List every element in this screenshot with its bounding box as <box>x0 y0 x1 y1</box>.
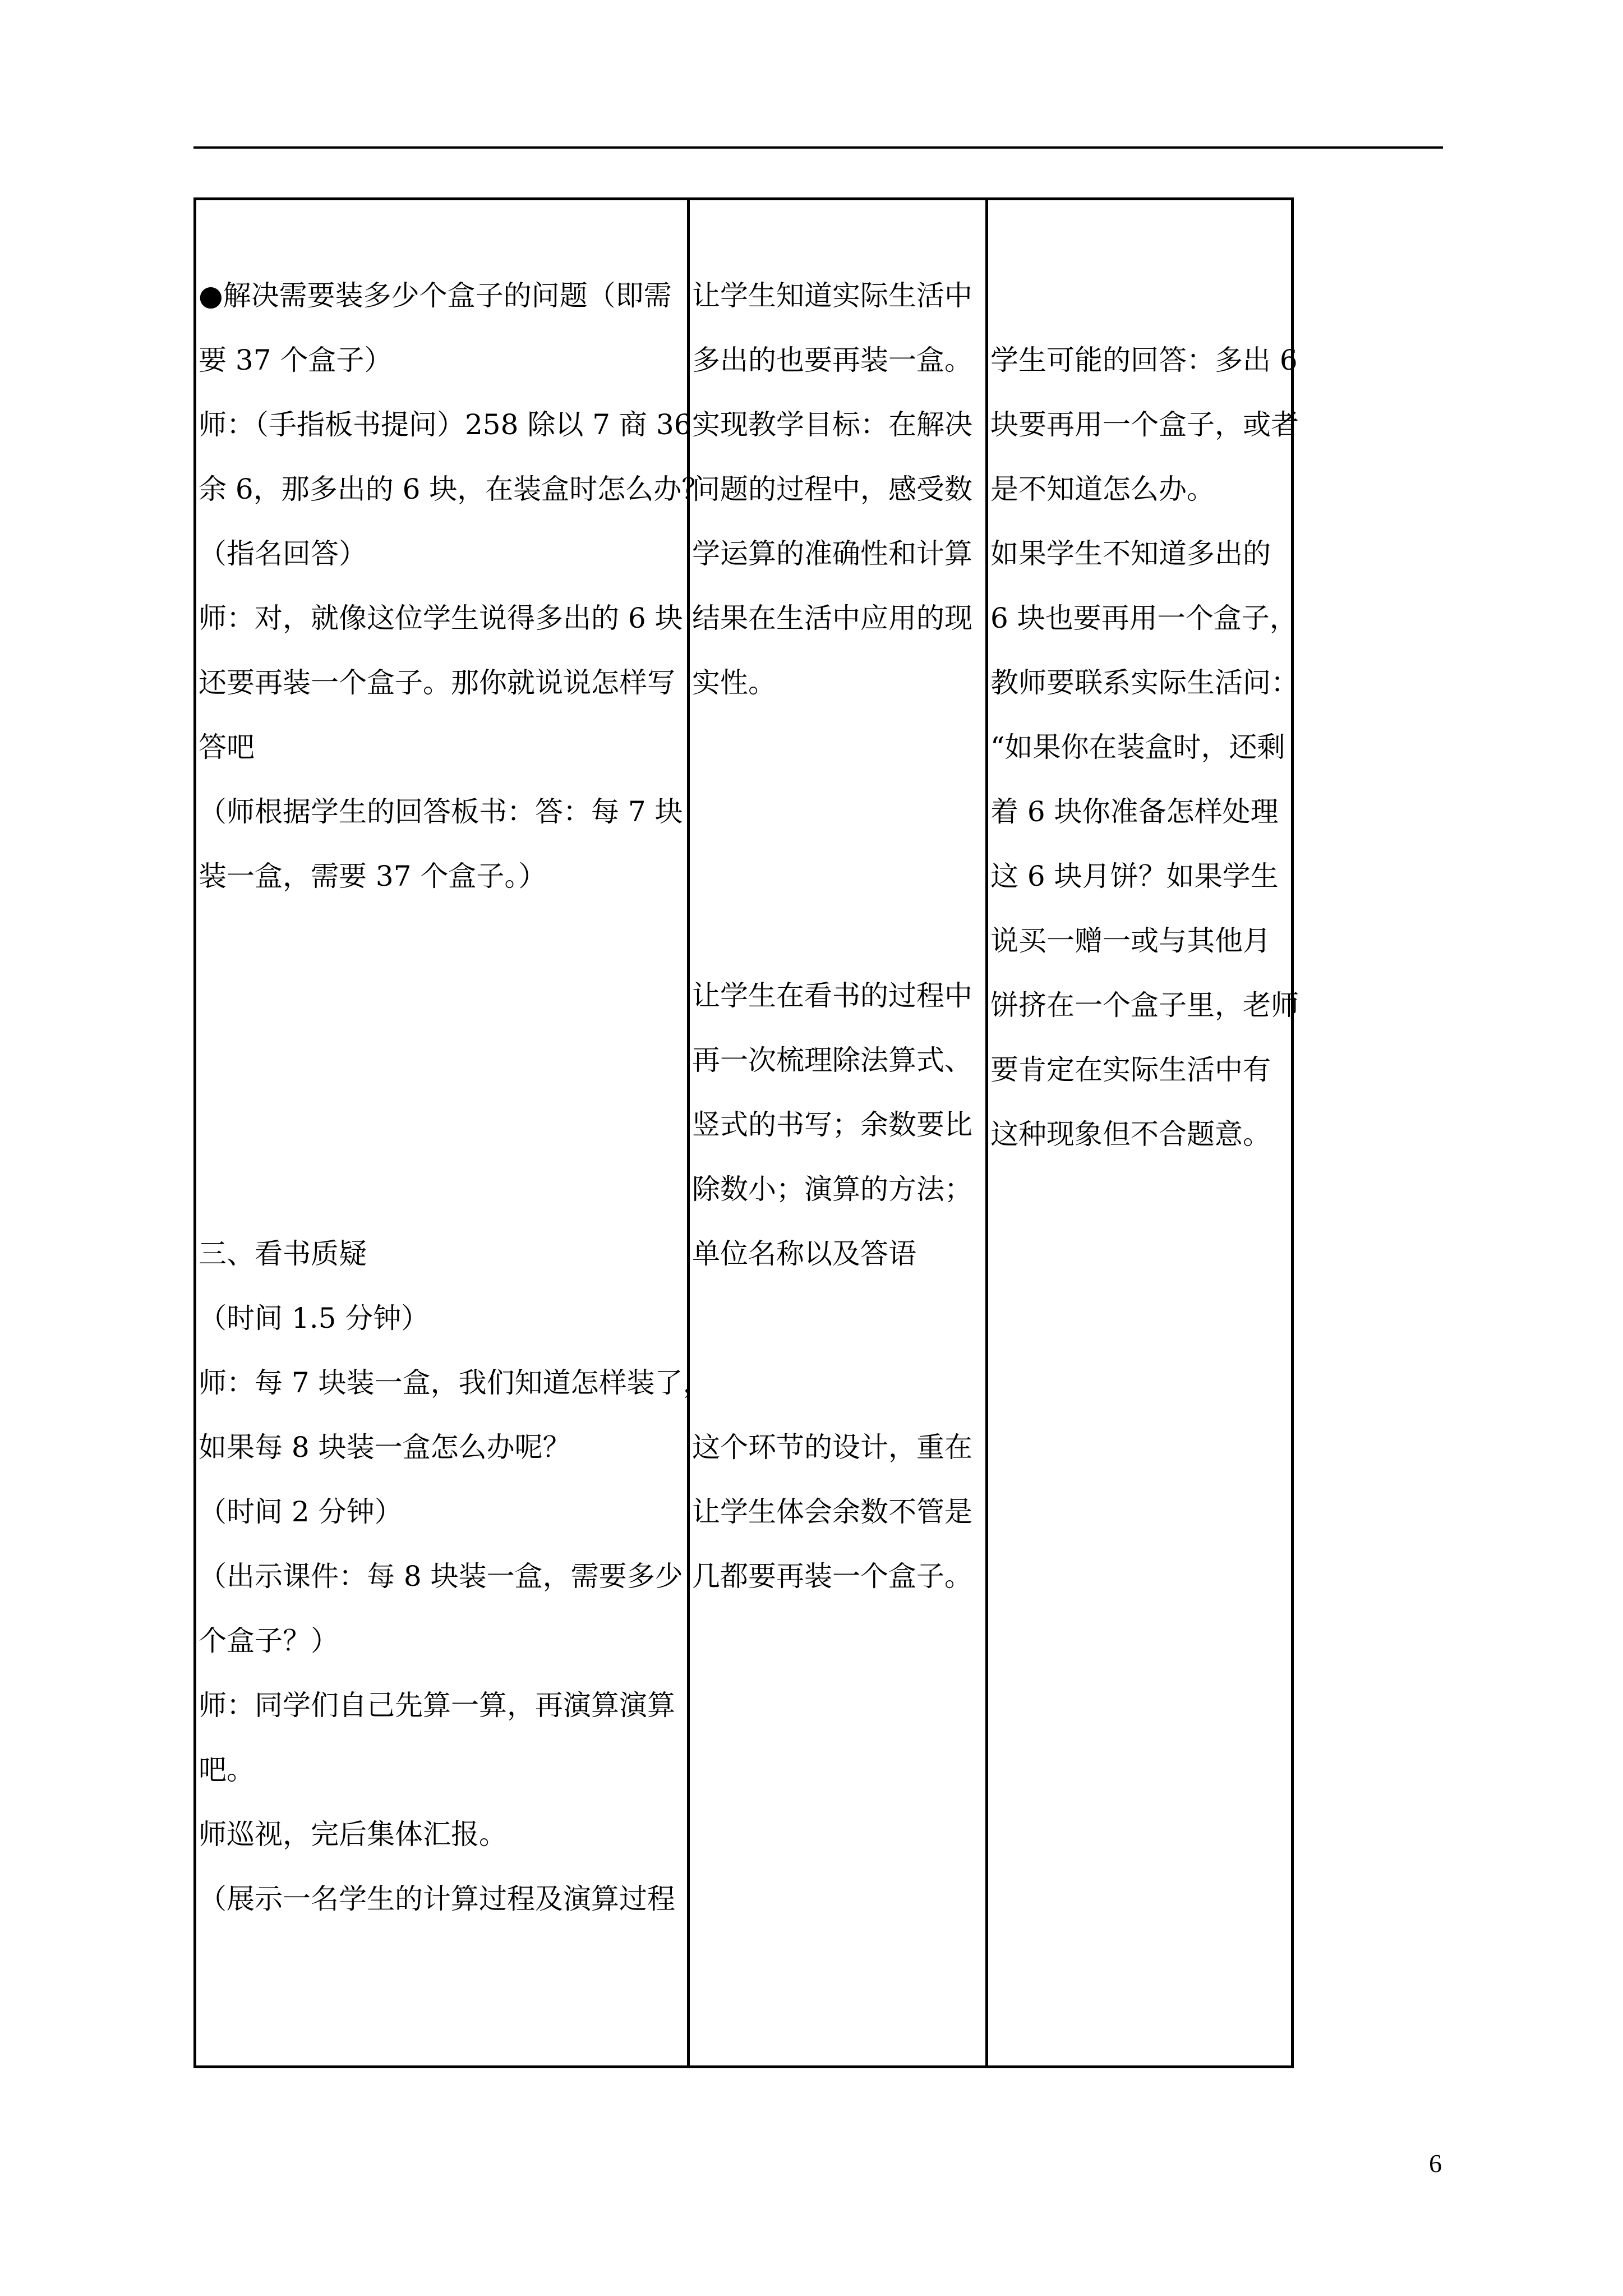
c1-line: 师：同学们自己先算一算，再演算演算 <box>199 1689 675 1722</box>
column-teaching-process <box>196 200 711 2065</box>
c2-line: 单位名称以及答语 <box>692 1237 916 1270</box>
c3-line: 块要再用一个盒子，或者 <box>990 408 1299 441</box>
c1-line: 吧。 <box>199 1754 255 1786</box>
c3-line: 着 6 块你准备怎样处理 <box>990 795 1279 828</box>
c1-line: （时间 1.5 分钟） <box>199 1302 430 1335</box>
column-expected-response <box>988 200 1299 2065</box>
lesson-table <box>193 197 1299 2068</box>
c1-line: 师巡视，完后集体汇报。 <box>199 1818 507 1851</box>
c1-line: （指名回答） <box>199 537 367 570</box>
c2-line: 实性。 <box>692 666 776 699</box>
page-number: 6 <box>1429 2149 1442 2178</box>
c3-line: 学生可能的回答：多出 6 <box>990 344 1298 376</box>
c2-line: 多出的也要再装一盒。 <box>692 344 972 376</box>
c3-line: 要肯定在实际生活中有 <box>990 1053 1271 1086</box>
c3-line: “如果你在装盒时，还剩 <box>990 731 1285 763</box>
c1-line: 三、看书质疑 <box>199 1237 367 1270</box>
c2-line: 结果在生活中应用的现 <box>692 602 972 634</box>
c2-line: 除数小；演算的方法； <box>692 1173 972 1205</box>
c1-line: 还要再装一个盒子。那你就说说怎样写 <box>199 666 675 699</box>
c2-line: 问题的过程中，感受数 <box>692 473 972 505</box>
c1-line: 装一盒，需要 37 个盒子。） <box>199 860 547 892</box>
c1-line: （时间 2 分钟） <box>199 1496 403 1528</box>
c3-line: 是不知道怎么办。 <box>990 473 1215 505</box>
c1-line: 要 37 个盒子） <box>199 344 393 376</box>
c2-line: 竖式的书写；余数要比 <box>692 1108 972 1141</box>
c1-line: （展示一名学生的计算过程及演算过程 <box>199 1883 675 1915</box>
c2-line: 学运算的准确性和计算 <box>692 537 972 570</box>
c2-line: 让学生知道实际生活中 <box>692 279 972 312</box>
c2-line: 让学生体会余数不管是 <box>692 1496 972 1528</box>
c1-line: 余 6，那多出的 6 块，在装盒时怎么办？ <box>199 473 710 505</box>
c2-line: 让学生在看书的过程中 <box>692 979 972 1012</box>
c2-line: 再一次梳理除法算式、 <box>692 1044 972 1076</box>
c1-line: （师根据学生的回答板书：答：每 7 块 <box>199 795 683 828</box>
c2-line: 几都要再装一个盒子。 <box>692 1560 972 1593</box>
c3-line: 教师要联系实际生活问： <box>990 666 1299 699</box>
c1-line: 如果每 8 块装一盒怎么办呢？ <box>199 1431 571 1464</box>
c2-line: 这个环节的设计，重在 <box>692 1431 972 1464</box>
header-rule <box>193 146 1443 149</box>
c3-line: 如果学生不知道多出的 <box>990 537 1271 570</box>
c3-line: 说买一赠一或与其他月 <box>990 924 1271 957</box>
c1-line: 师：对，就像这位学生说得多出的 6 块 <box>199 602 683 634</box>
c1-line: （出示课件：每 8 块装一盒，需要多少 <box>199 1560 683 1593</box>
c1-line: 师：（手指板书提问）258 除以 7 商 36 <box>199 408 692 441</box>
column-design-intent <box>690 200 988 2065</box>
c3-line: 这种现象但不合题意。 <box>990 1118 1271 1151</box>
c3-line: 6 块也要再用一个盒子， <box>990 602 1298 634</box>
c3-line: 饼挤在一个盒子里，老师 <box>990 989 1299 1022</box>
c1-line: 个盒子？） <box>199 1625 339 1657</box>
c1-line: 师：每 7 块装一盒，我们知道怎样装了， <box>199 1366 711 1399</box>
c1-line: 答吧 <box>199 731 255 763</box>
c2-line: 实现教学目标：在解决 <box>692 408 972 441</box>
c1-line: ●解决需要装多少个盒子的问题（即需 <box>199 279 672 312</box>
c3-line: 这 6 块月饼？如果学生 <box>990 860 1279 892</box>
